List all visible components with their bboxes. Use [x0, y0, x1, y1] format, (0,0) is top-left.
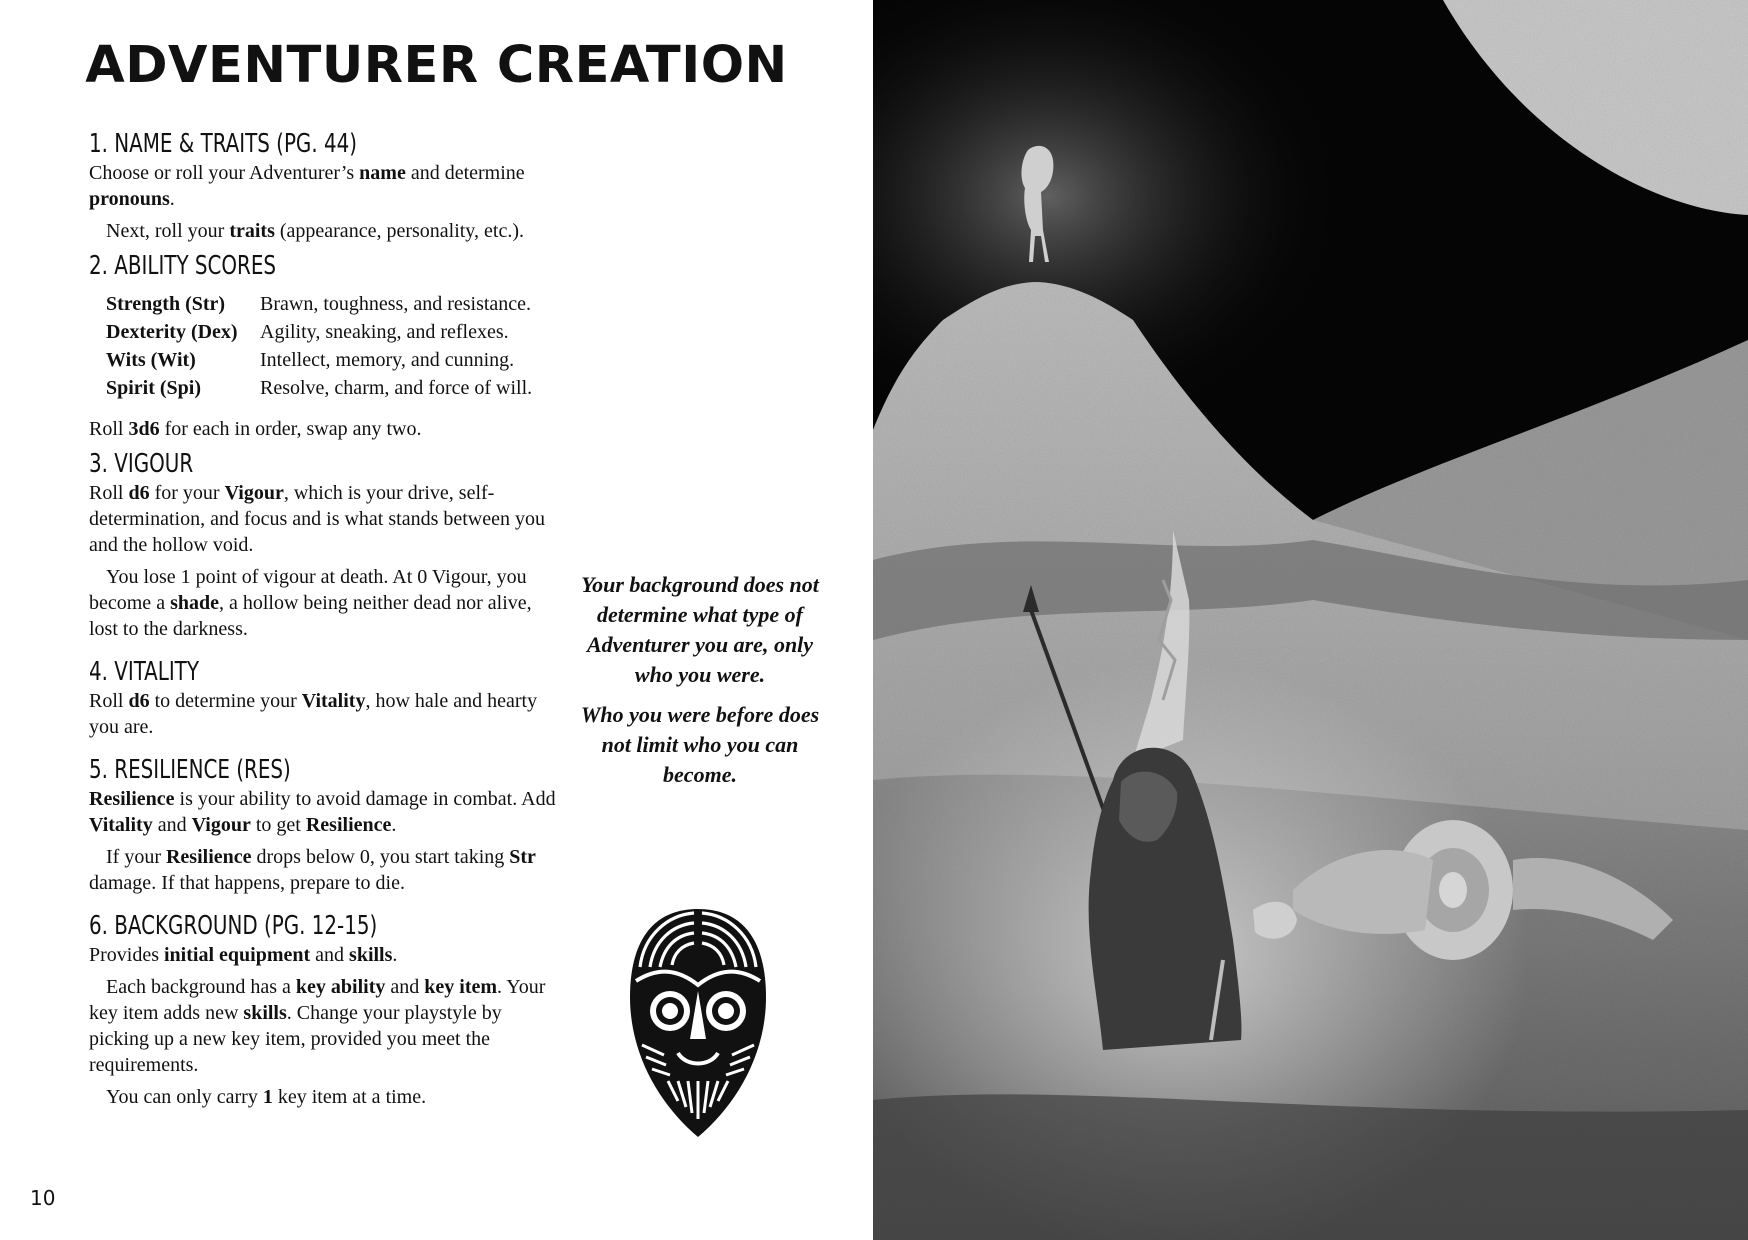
ability-name: Spirit (Spi) — [106, 377, 202, 399]
ability-row — [106, 346, 532, 374]
sidebar-quote — [575, 570, 825, 800]
section-background — [89, 910, 564, 1110]
ability-row — [106, 290, 532, 318]
ability-name: Strength (Str) — [106, 293, 226, 315]
page-title: ADVENTURER CREATION — [85, 36, 788, 95]
paragraph: Resilience is your ability to avoid damage in combat. Add Vitality and Vigour to get Resilience. — [89, 788, 556, 836]
paragraph: Choose or roll your Adventurer’s name and determine pronouns. — [89, 162, 525, 210]
section-ability-scores — [89, 250, 564, 442]
paragraph: Each background has a key ability and key item. Your key item adds new skills. Change your playstyle by picking up a new key item, provided you meet the requirements. — [89, 976, 546, 1076]
section-name-traits — [89, 128, 564, 244]
section-vigour — [89, 448, 564, 642]
quote-text: Your background does not determine what type of Adventurer you are, only who you were. — [581, 572, 819, 687]
left-page — [0, 0, 873, 1240]
paragraph: You lose 1 point of vigour at death. At 0 Vigour, you become a shade, a hollow being neither dead nor alive, lost to the darkness. — [89, 566, 532, 640]
ability-description: Brawn, toughness, and resistance. — [260, 293, 532, 315]
paragraph: Provides initial equipment and skills. — [89, 944, 398, 966]
quote-text: Who you were before does not limit who you can become. — [580, 702, 820, 787]
ability-description: Agility, sneaking, and reflexes. — [260, 321, 509, 343]
paragraph: Next, roll your traits (appearance, personality, etc.). — [106, 220, 524, 242]
section-heading: 3. VIGOUR — [89, 449, 194, 479]
ability-scores-table — [106, 290, 532, 402]
section-resilience — [89, 754, 564, 896]
rules-column — [89, 128, 564, 1110]
section-heading: 6. BACKGROUND (PG. 12-15) — [89, 911, 378, 941]
section-vitality — [89, 656, 564, 740]
hooded-figure-moonlit-hills-illustration — [873, 0, 1748, 1240]
illustration-page — [873, 0, 1748, 1240]
paragraph: If your Resilience drops below 0, you start taking Str damage. If that happens, prepare to die. — [89, 846, 536, 894]
ability-description: Intellect, memory, and cunning. — [260, 349, 515, 371]
section-heading: 2. ABILITY SCORES — [89, 251, 277, 281]
ability-row — [106, 318, 532, 346]
page-number: 10 — [30, 1186, 56, 1210]
paragraph: Roll d6 to determine your Vitality, how hale and hearty you are. — [89, 690, 538, 738]
ability-row — [106, 374, 532, 402]
paragraph: Roll d6 for your Vigour, which is your drive, self-determination, and focus and is what stands between you and the hollow void. — [89, 482, 545, 556]
paragraph: You can only carry 1 key item at a time. — [106, 1086, 427, 1108]
section-heading: 1. NAME & TRAITS (PG. 44) — [89, 129, 358, 159]
paragraph: Roll 3d6 for each in order, swap any two. — [89, 418, 422, 440]
ability-description: Resolve, charm, and force of will. — [260, 377, 533, 399]
ability-name: Dexterity (Dex) — [106, 321, 238, 343]
tribal-mask-icon — [628, 905, 768, 1141]
ability-name: Wits (Wit) — [106, 349, 196, 371]
section-heading: 5. RESILIENCE (RES) — [89, 755, 291, 785]
section-heading: 4. VITALITY — [89, 657, 199, 687]
